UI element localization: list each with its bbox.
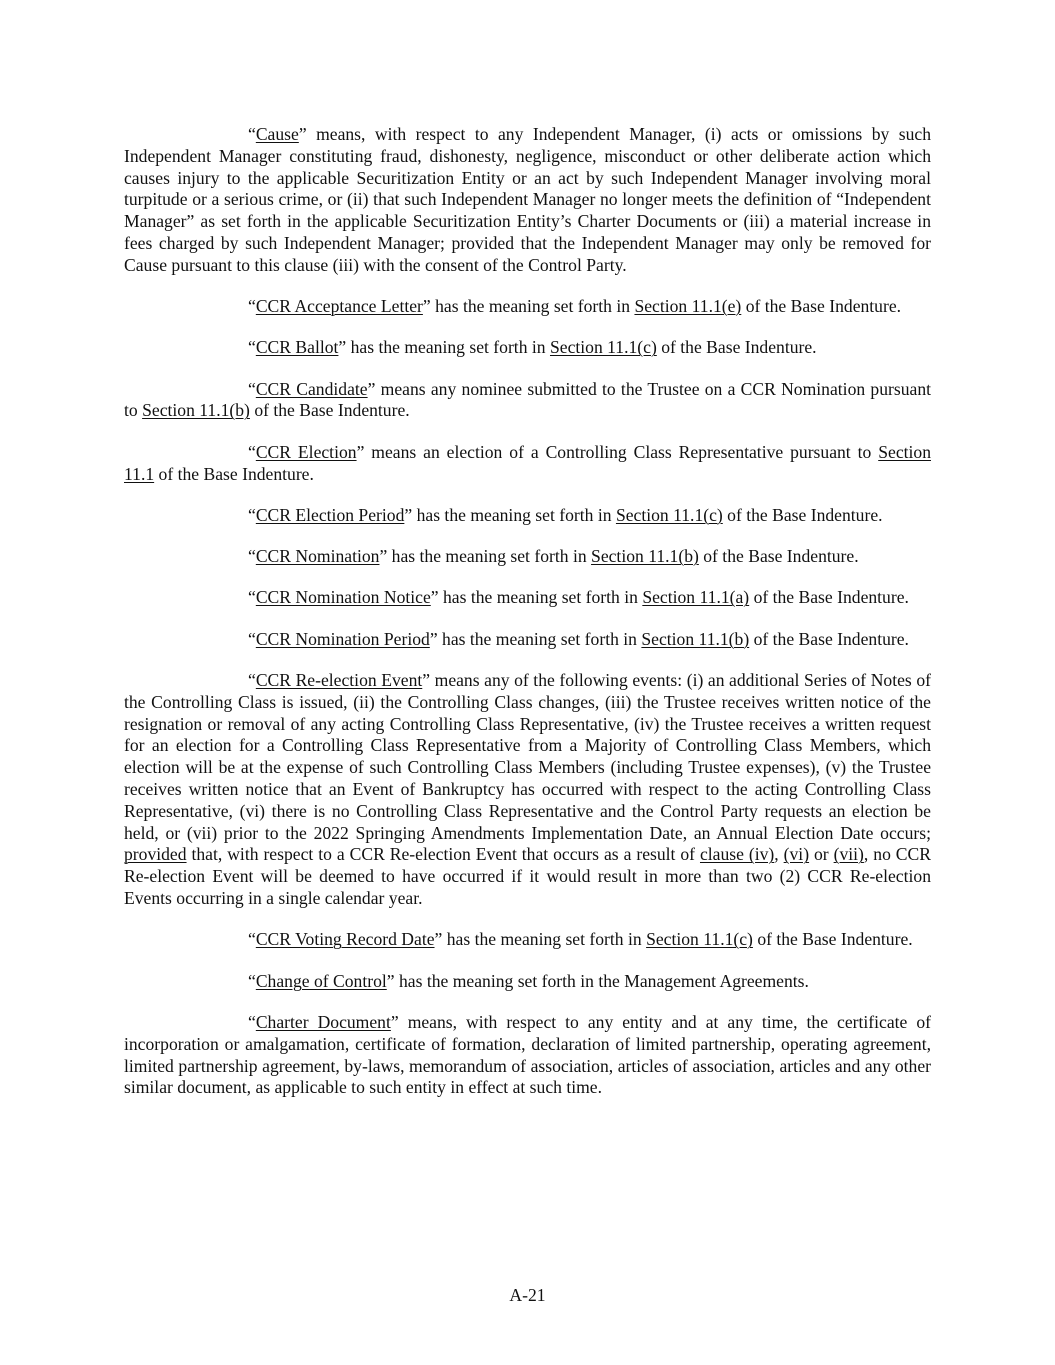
paragraph-text: or: [809, 844, 834, 865]
paragraph-text: of the Base Indenture.: [749, 628, 909, 649]
paragraph-text: , no CCR Re-election Event will be deemed to have occurred if it would result in more than two (2) CCR Re-election Events occurring in a single calendar year.: [124, 844, 932, 909]
defined-term: CCR Ballot: [255, 337, 339, 358]
definition-paragraph: [124, 379, 931, 423]
paragraph-text: ” means any of the following events: (i) an additional Series of Notes of the Controlling Class is issued, (ii) the Controlling Class changes, (iii) the Trustee receives written notice of the resignation or removal of any acting Controlling Class Representative, (iv) the Trustee receives a written request for an election for a Controlling Class Representative from a Majority of Controlling Class Members, which election will be at the expense of such Controlling Class Members (including Trustee expenses), (v) the Trustee receives written notice that an Event of Bankruptcy has occurred with respect to the acting Controlling Class Representative, (vi) there is no Controlling Class Representative and the Control Party requests an election be held, or (vii) prior to the 2022 Springing Amendments Implementation Date, an Annual Election Date occurs;: [124, 670, 931, 843]
cross-reference: Section 11.1(c): [549, 337, 657, 358]
paragraph-text: “: [248, 124, 256, 144]
definition-paragraph: [124, 1012, 931, 1099]
cross-reference: Section 11.1(c): [615, 504, 723, 525]
cross-reference: clause (iv): [699, 844, 775, 865]
cross-reference: Section 11.1: [124, 441, 931, 484]
definition-paragraph: [124, 929, 931, 951]
paragraph-text: of the Base Indenture.: [722, 504, 883, 525]
paragraph-text: ” means, with respect to any Independent Manager, (i) acts or omissions by such Independent Manager constituting fraud, dishonesty, negligence, misconduct or other deliberate action which causes injury to the applicable Securitization Entity or an act by such Independent Manager involving moral turpitude or a serious crime, or (ii) that such Independent Manager no longer meets the definition of “Independent Manager” as set forth in the applicable Securitization Entity’s Charter Documents or (iii) a material increase in fees charged by such Independent Manager; provided that the Independent Manager may only be removed for Cause pursuant to this clause (iii) with the consent of the Control Party.: [124, 124, 931, 275]
cross-reference: Section 11.1(a): [642, 587, 750, 608]
paragraph-text: of the Base Indenture.: [741, 296, 902, 317]
paragraph-text: ” has the meaning set forth in: [422, 296, 635, 317]
defined-term: CCR Election: [255, 441, 357, 462]
paragraph-text: “: [248, 378, 256, 399]
paragraph-text: “: [248, 970, 256, 991]
definition-paragraph: [124, 296, 931, 318]
definition-paragraph: [124, 670, 931, 910]
paragraph-text: ,: [774, 844, 784, 865]
cross-reference: Section 11.1(b): [591, 546, 699, 567]
definition-paragraph: [124, 971, 931, 993]
paragraph-text: ” has the meaning set forth in the Management Agreements.: [386, 970, 809, 991]
cross-reference: (vii): [833, 844, 864, 865]
definition-paragraph: [124, 442, 931, 486]
paragraph-text: “: [248, 504, 256, 525]
paragraph-text: ” has the meaning set forth in: [430, 587, 643, 608]
paragraph-text: ” means, with respect to any entity and at any time, the certificate of incorporation or amalgamation, certificate of formation, declaration of limited partnership, operating agreement, limited partnership agreement, by-laws, memorandum of association, articles of association, articles and any other similar document, as applicable to such entity in effect at such time.: [124, 1011, 931, 1098]
defined-term: CCR Voting Record Date: [255, 929, 435, 950]
paragraph-text: of the Base Indenture.: [752, 929, 913, 950]
paragraph-text: ” means an election of a Controlling Class Representative pursuant to: [356, 441, 879, 462]
defined-term: CCR Re-election Event: [255, 670, 423, 691]
cross-reference: Section 11.1(b): [142, 400, 250, 421]
definition-paragraph: [124, 587, 931, 609]
definition-paragraph: [124, 546, 931, 568]
paragraph-text: of the Base Indenture.: [698, 546, 859, 567]
document-body: [124, 124, 931, 1119]
definition-paragraph: [124, 124, 931, 277]
defined-term: CCR Nomination Notice: [255, 587, 431, 608]
paragraph-text: “: [248, 1011, 256, 1032]
paragraph-text: ” has the meaning set forth in: [379, 546, 592, 567]
cross-reference: Section 11.1(e): [634, 296, 742, 317]
definition-paragraph: [124, 629, 931, 651]
defined-term: CCR Nomination Period: [255, 628, 430, 649]
paragraph-text: ” has the meaning set forth in: [404, 504, 616, 525]
paragraph-text: that, with respect to a CCR Re-election Event that occurs as a result of: [186, 844, 700, 865]
definition-paragraph: [124, 337, 931, 359]
paragraph-text: “: [248, 628, 256, 649]
definition-paragraph: [124, 505, 931, 527]
defined-term: CCR Election Period: [255, 504, 405, 525]
cross-reference: (vi): [783, 844, 810, 865]
defined-term: CCR Nomination: [255, 546, 380, 567]
paragraph-text: of the Base Indenture.: [749, 587, 909, 608]
paragraph-text: “: [248, 546, 256, 567]
defined-term: Charter Document: [255, 1011, 391, 1032]
defined-term: Change of Control: [255, 970, 387, 991]
paragraph-text: ” has the meaning set forth in: [429, 628, 642, 649]
paragraph-text: of the Base Indenture.: [249, 400, 410, 421]
paragraph-text: “: [248, 587, 256, 608]
defined-term: CCR Acceptance Letter: [255, 296, 423, 317]
cross-reference: Section 11.1(c): [646, 929, 753, 950]
paragraph-text: ” means any nominee submitted to the Trustee on a CCR Nomination pursuant to: [124, 378, 931, 421]
page-number: A-21: [509, 1285, 546, 1305]
paragraph-text: of the Base Indenture.: [656, 337, 817, 358]
paragraph-text: ” has the meaning set forth in: [434, 929, 647, 950]
cross-reference: Section 11.1(b): [641, 628, 750, 649]
paragraph-text: “: [248, 441, 256, 462]
paragraph-text: “: [248, 670, 256, 691]
defined-term: CCR Candidate: [255, 378, 368, 399]
paragraph-text: “: [248, 296, 256, 317]
cross-reference: provided: [124, 844, 187, 865]
defined-term: Cause: [255, 124, 299, 144]
paragraph-text: “: [248, 337, 256, 358]
paragraph-text: of the Base Indenture.: [154, 463, 314, 484]
paragraph-text: ” has the meaning set forth in: [338, 337, 550, 358]
paragraph-text: “: [248, 929, 256, 950]
